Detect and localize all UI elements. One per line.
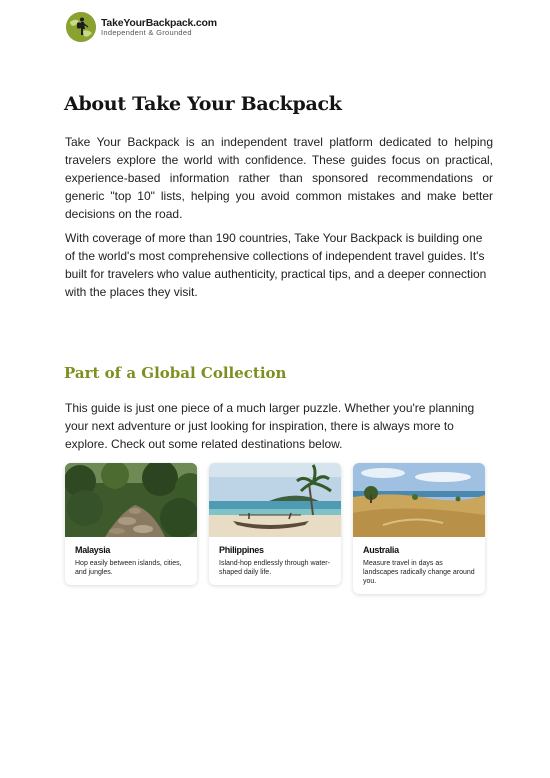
philippines-image [209, 463, 341, 537]
card-description: Island-hop endlessly through water-shaped daily life. [219, 560, 330, 576]
destination-card-australia[interactable] [353, 463, 485, 594]
card-title[interactable]: Malaysia [75, 545, 111, 555]
brand-name[interactable]: TakeYourBackpack.com [101, 16, 217, 29]
malaysia-image [65, 463, 197, 537]
collection-paragraph: This guide is just one piece of a much larger puzzle. Whether you're planning your next adventure or just looking for inspiration, there is always more to explore. Check out some related destinations below. [65, 401, 475, 451]
globe-hiker-icon[interactable] [66, 12, 96, 42]
destination-card-malaysia[interactable] [65, 463, 197, 585]
card-title[interactable]: Philippines [219, 545, 264, 555]
about-paragraph-1: Take Your Backpack is an independent travel platform dedicated to helping travelers explore the world with confidence. These guides focus on practical, experience-based information rather than sponsored recommendations or generic "top 10" lists, helping you avoid common mistakes and make better decisions on the road. [65, 135, 493, 221]
about-heading: About Take Your Backpack [64, 93, 342, 115]
destination-card-philippines[interactable] [209, 463, 341, 585]
australia-image [353, 463, 485, 537]
card-description: Measure travel in days as landscapes radically change around you. [363, 560, 475, 585]
card-description: Hop easily between islands, cities, and jungles. [75, 560, 182, 576]
brand-tagline: Independent & Grounded [101, 27, 192, 37]
card-title[interactable]: Australia [363, 545, 399, 555]
site-header [66, 12, 217, 42]
about-paragraph-2: With coverage of more than 190 countries, Take Your Backpack is building one of the world's most comprehensive collections of independent travel guides. It's built for travelers who value authenticity, practical tips, and a deeper connection with the places they visit. [65, 231, 487, 299]
collection-heading: Part of a Global Collection [64, 364, 287, 382]
